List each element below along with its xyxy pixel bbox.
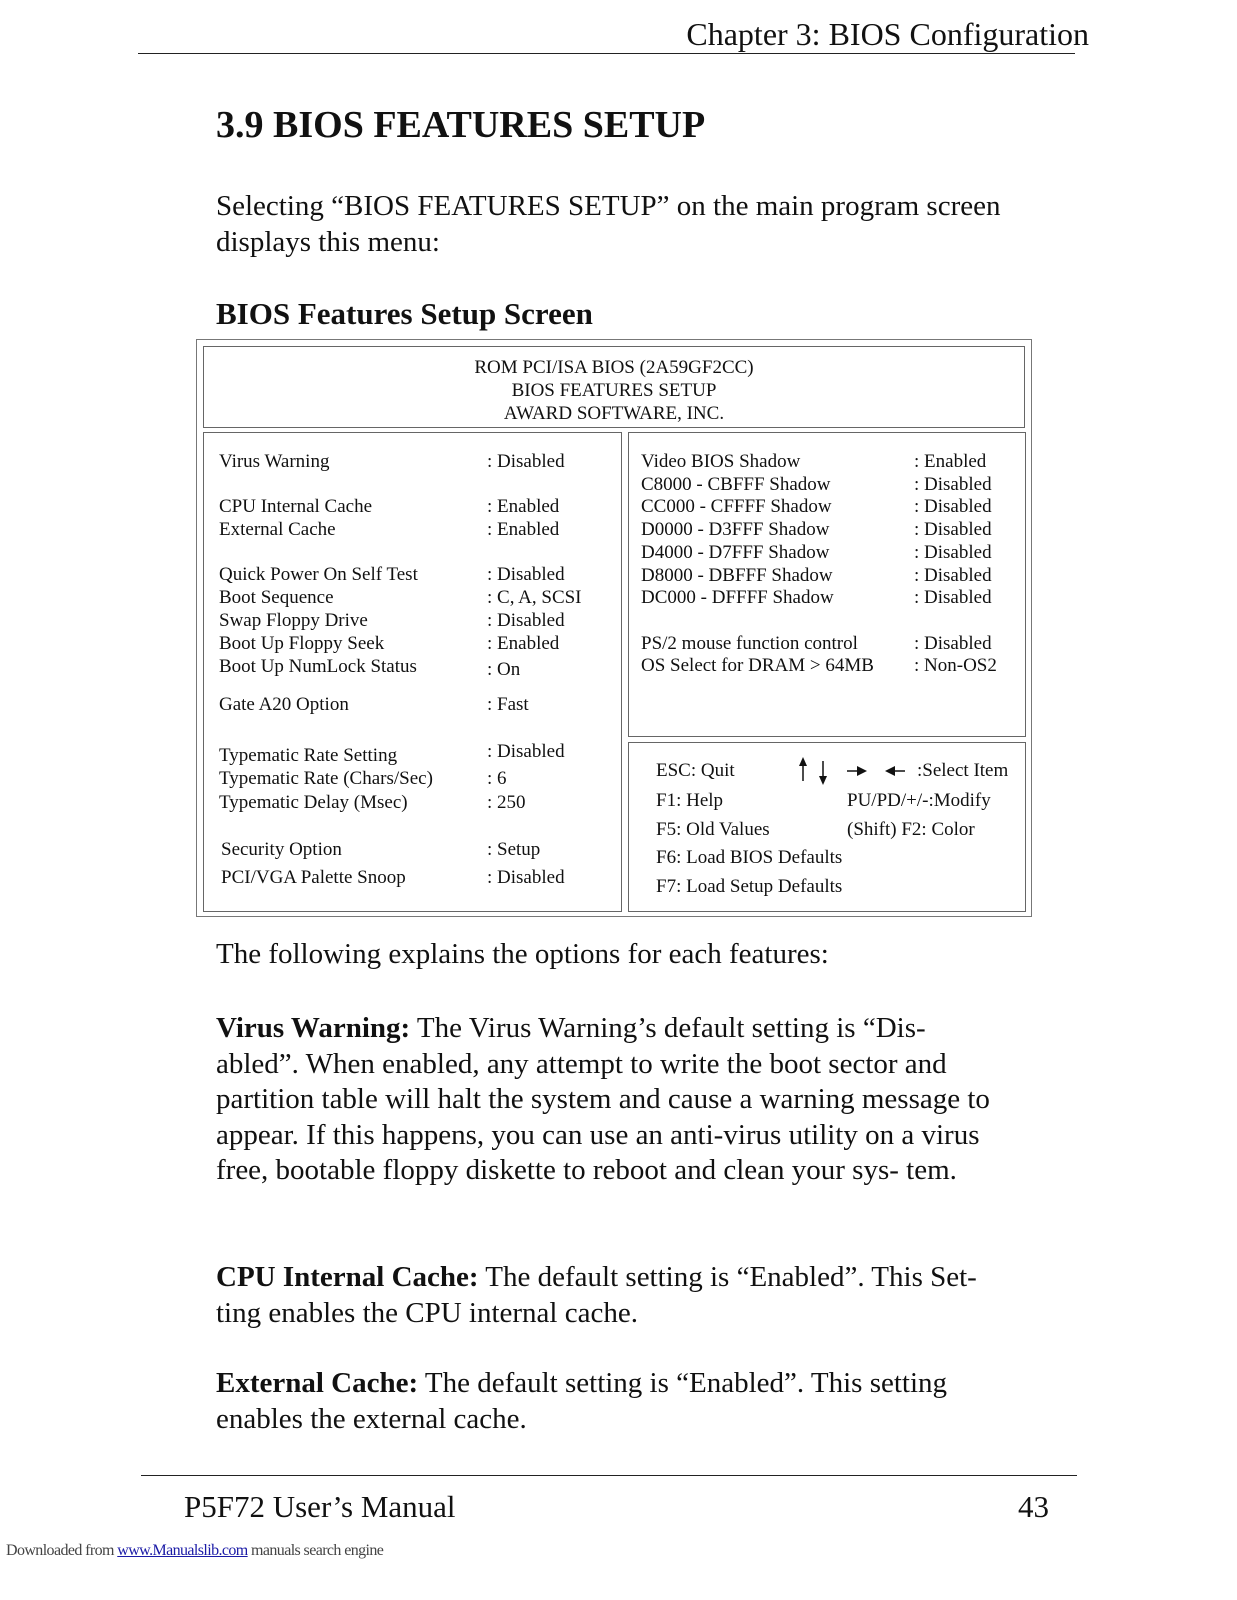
f1-help-hint: F1: Help: [656, 790, 724, 811]
paragraph-text: The default setting is “Enabled”. This Set- ting enables the CPU internal cache.: [216, 1261, 977, 1329]
bios-title-line: ROM PCI/ISA BIOS (2A59GF2CC): [474, 357, 754, 378]
bios-option-value: : On: [487, 659, 521, 680]
paragraph-term: Virus Warning:: [216, 1012, 411, 1044]
bios-option-label: CPU Internal Cache: [219, 496, 373, 517]
chapter-header: Chapter 3: BIOS Configuration: [686, 16, 1089, 52]
download-suffix: manuals search engine: [247, 1542, 384, 1559]
esc-key-hint: ESC: Quit: [656, 760, 735, 781]
select-item-hint: :Select Item: [917, 760, 1009, 781]
external-cache-paragraph: [216, 1366, 1006, 1437]
bios-option-label: Quick Power On Self Test: [219, 564, 418, 585]
bios-option-label: Boot Up NumLock Status: [219, 656, 417, 677]
bios-right-panel: [628, 432, 1026, 737]
footer-rule: [141, 1475, 1077, 1476]
bios-option-label: External Cache: [219, 519, 336, 540]
bios-option-label: OS Select for DRAM > 64MB: [641, 655, 874, 676]
bios-option-label: CC000 - CFFFF Shadow: [641, 496, 832, 517]
bios-option-value: : Disabled: [487, 867, 565, 888]
bios-option-value: : Disabled: [487, 564, 565, 585]
f5-old-values-hint: F5: Old Values: [656, 819, 770, 840]
bios-option-value: : Fast: [487, 694, 529, 715]
cpu-cache-paragraph: [216, 1260, 1006, 1331]
bios-option-value: : Disabled: [914, 496, 992, 517]
modify-hint: PU/PD/+/-:Modify: [847, 790, 991, 811]
bios-option-value: : Enabled: [914, 451, 987, 472]
bios-title-line: BIOS FEATURES SETUP: [511, 380, 717, 401]
paragraph-term: CPU Internal Cache:: [216, 1261, 479, 1293]
bios-option-value: : Non-OS2: [914, 655, 997, 676]
bios-option-label: D8000 - DBFFF Shadow: [641, 565, 833, 586]
bios-option-label: Boot Sequence: [219, 587, 334, 608]
bios-option-value: : Disabled: [914, 542, 992, 563]
bios-option-label: Typematic Delay (Msec): [219, 792, 408, 813]
bios-option-label: Swap Floppy Drive: [219, 610, 368, 631]
paragraph-term: External Cache:: [216, 1367, 419, 1399]
bios-option-value: : C, A, SCSI: [487, 587, 582, 608]
bios-option-label: DC000 - DFFFF Shadow: [641, 587, 834, 608]
bios-option-value: : Disabled: [487, 741, 565, 762]
navigation-arrows-icon: [799, 757, 911, 787]
bios-option-value: : Disabled: [914, 474, 992, 495]
bios-option-label: D0000 - D3FFF Shadow: [641, 519, 830, 540]
f6-bios-defaults-hint: F6: Load BIOS Defaults: [656, 847, 843, 868]
paragraph-text: The default setting is “Enabled”. This setting enables the external cache.: [216, 1367, 948, 1435]
bios-screen: [196, 339, 1032, 917]
screen-heading: BIOS Features Setup Screen: [216, 296, 593, 331]
bios-option-value: : Disabled: [914, 587, 992, 608]
bios-option-label: Video BIOS Shadow: [641, 451, 801, 472]
bios-option-value: : Disabled: [487, 610, 565, 631]
bios-option-value: : Disabled: [914, 519, 992, 540]
bios-option-value: : 6: [487, 768, 507, 789]
bios-option-value: : 250: [487, 792, 526, 813]
bios-option-label: Boot Up Floppy Seek: [219, 633, 385, 654]
f7-setup-defaults-hint: F7: Load Setup Defaults: [656, 876, 843, 897]
bios-option-label: D4000 - D7FFF Shadow: [641, 542, 830, 563]
bios-option-label: Virus Warning: [219, 451, 330, 472]
bios-option-label: Security Option: [221, 839, 342, 860]
bios-option-label: PCI/VGA Palette Snoop: [221, 867, 406, 888]
bios-option-value: : Enabled: [487, 633, 560, 654]
page-number: 43: [1018, 1489, 1049, 1524]
bios-title-line: AWARD SOFTWARE, INC.: [503, 403, 725, 424]
color-hint: (Shift) F2: Color: [847, 819, 975, 840]
section-title: 3.9 BIOS FEATURES SETUP: [216, 104, 706, 146]
intro-text: Selecting “BIOS FEATURES SETUP” on the main program screen displays this menu:: [216, 190, 1001, 258]
bios-option-value: : Enabled: [487, 519, 560, 540]
bios-option-label: C8000 - CBFFF Shadow: [641, 474, 831, 495]
header-rule: [138, 53, 1075, 54]
virus-warning-paragraph: [216, 1011, 1006, 1189]
paragraph-text: The Virus Warning’s default setting is “Dis- abled”. When enabled, any attempt to write the boot sector and partition table will halt the system and cause a warning message to appear. If this happens, you can use an anti-virus utility on a virus free, bootable floppy diskette to reboot and clean your sys- tem.: [216, 1012, 990, 1186]
bios-option-label: Typematic Rate Setting: [219, 745, 398, 766]
manual-title: P5F72 User’s Manual: [184, 1489, 456, 1524]
bios-option-label: Gate A20 Option: [219, 694, 349, 715]
bios-option-value: : Disabled: [914, 565, 992, 586]
bios-option-value: : Disabled: [914, 633, 992, 654]
bios-key-legend: [628, 742, 1026, 912]
download-prefix: Downloaded from: [6, 1542, 118, 1559]
bios-option-value: : Disabled: [487, 451, 565, 472]
bios-option-label: Typematic Rate (Chars/Sec): [219, 768, 433, 789]
bios-option-value: : Enabled: [487, 496, 560, 517]
bios-option-label: PS/2 mouse function control: [641, 633, 858, 654]
manualslib-link[interactable]: www.Manualslib.com: [117, 1542, 248, 1559]
bios-title-box: [203, 346, 1025, 428]
bios-left-panel: [203, 432, 622, 912]
bios-option-value: : Setup: [487, 839, 541, 860]
explain-intro: The following explains the options for each features:: [216, 938, 829, 970]
download-note: [6, 1542, 383, 1560]
